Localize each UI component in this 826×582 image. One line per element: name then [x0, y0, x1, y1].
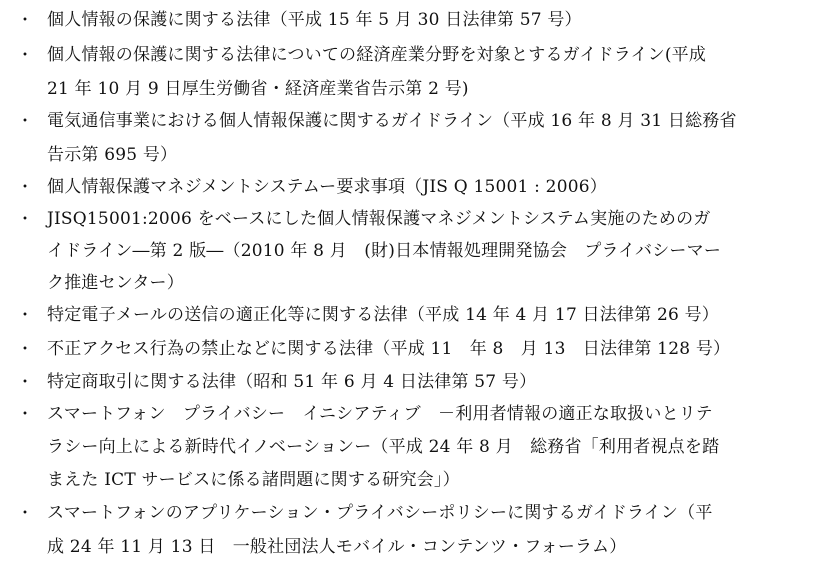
list-item-text: JISQ15001:2006 をベースにした個人情報保護マネジメントシステム実施のためのガ	[47, 209, 711, 229]
list-item-text: 成 24 年 11 月 13 日 一般社団法人モバイル・コンテンツ・フォーラム）	[47, 537, 627, 557]
list-item-text: 個人情報の保護に関する法律（平成 15 年 5 月 30 日法律第 57 号）	[47, 10, 582, 30]
list-item-text: 特定商取引に関する法律（昭和 51 年 6 月 4 日法律第 57 号）	[47, 372, 537, 392]
bullet-icon: ・	[17, 209, 34, 228]
list-item-text: スマートフォンのアプリケーション・プライバシーポリシーに関するガイドライン（平	[47, 503, 713, 523]
bullet-icon: ・	[17, 10, 34, 29]
list-item-text: ク推進センター）	[47, 273, 184, 293]
list-item-text: 個人情報の保護に関する法律についての経済産業分野を対象とするガイドライン(平成	[47, 45, 707, 65]
bullet-icon: ・	[17, 305, 34, 324]
list-item-text: スマートフォン プライバシー イニシアティブ －利用者情報の適正な取扱いとリテ	[47, 404, 713, 424]
list-item-text: 21 年 10 月 9 日厚生労働省・経済産業省告示第 2 号)	[47, 79, 469, 99]
bullet-icon: ・	[17, 372, 34, 391]
bullet-icon: ・	[17, 404, 34, 423]
bullet-icon: ・	[17, 339, 34, 358]
bullet-icon: ・	[17, 503, 34, 522]
list-item-text: ラシー向上による新時代イノベーションー（平成 24 年 8 月 総務省「利用者視点を踏	[47, 437, 720, 457]
bullet-icon: ・	[17, 45, 34, 64]
bullet-icon: ・	[17, 177, 34, 196]
list-item-text: 個人情報保護マネジメントシステムー要求事項（JIS Q 15001 : 2006）	[47, 177, 607, 197]
list-item-text: 特定電子メールの送信の適正化等に関する法律（平成 14 年 4 月 17 日法律第 26 号）	[47, 305, 720, 325]
list-item-text: まえた ICT サービスに係る諸問題に関する研究会」）	[47, 470, 460, 490]
list-item-text: 告示第 695 号）	[47, 145, 178, 165]
bullet-icon: ・	[17, 111, 34, 130]
list-item-text: 不正アクセス行為の禁止などに関する法律（平成 11 年 8 月 13 日法律第 128 号）	[47, 339, 731, 359]
list-item-text: イドライン―第 2 版―（2010 年 8 月 (財)日本情報処理開発協会 プライバシーマー	[47, 241, 722, 261]
list-item-text: 電気通信事業における個人情報保護に関するガイドライン（平成 16 年 8 月 31 日総務省	[47, 111, 737, 131]
